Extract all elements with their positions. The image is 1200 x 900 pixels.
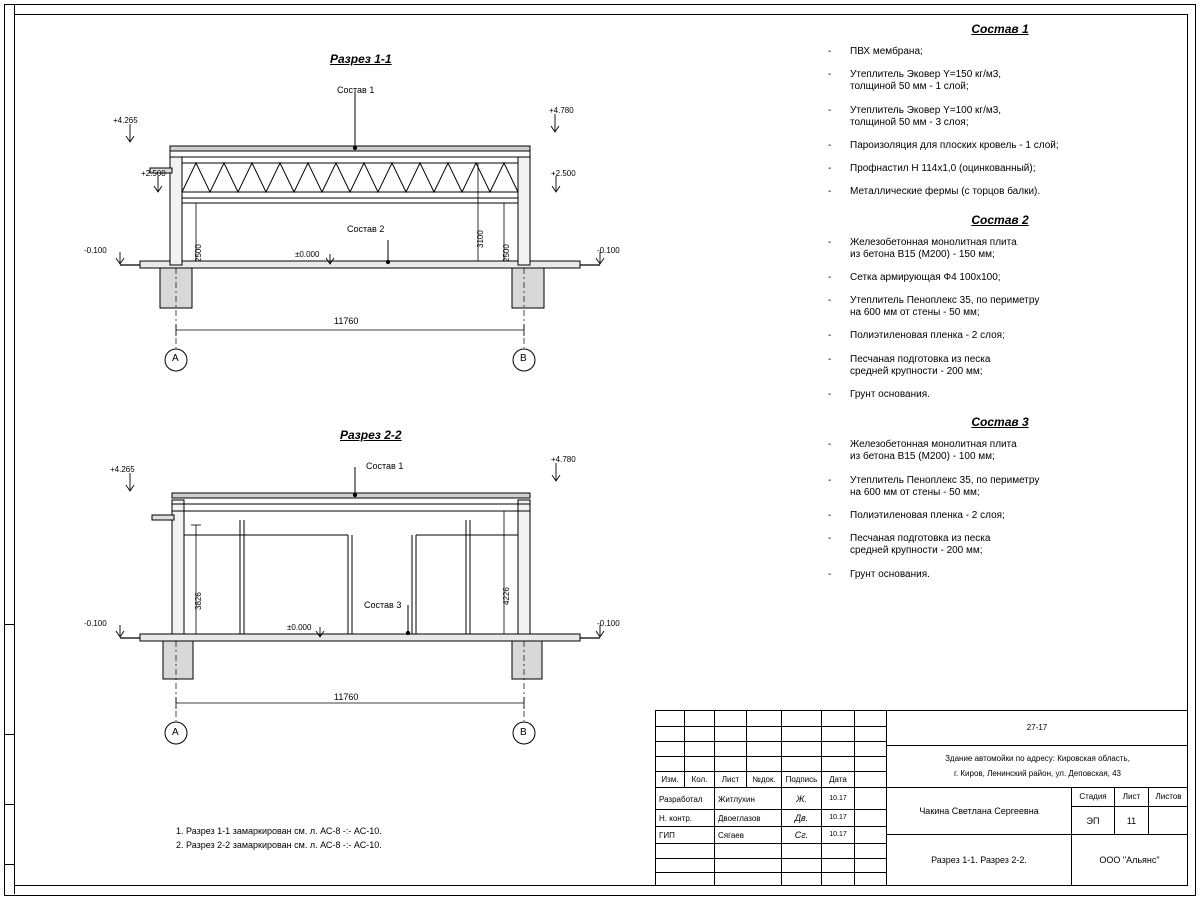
stage-value: ЭП [1072,806,1114,835]
spec-item-line: толщиной 50 мм - 1 слой; [850,81,969,93]
spec-item-line: средней крупности - 200 мм; [850,365,983,377]
spec-item-line: средней крупности - 200 мм; [850,545,983,557]
level-zero-s1: ±0.000 [295,250,320,259]
spec-item [820,389,1180,401]
spec-item-line: Сетка армирующая Ф4 100х100; [850,271,1001,283]
section-1-1-callout-sostav2: Состав 2 [347,224,385,234]
spec-item [820,295,1180,319]
spec-item [820,510,1180,522]
dim-left-vert-s1: 2500 [194,244,203,262]
section-1-1-title: Разрез 1-1 [330,52,392,66]
role-row-razrabotal [656,787,886,809]
sheet-label: Лист [1114,788,1148,806]
project-code: 27-17 [886,711,1187,745]
role-row-nkontr [656,809,886,826]
role-date: 10.17 [821,827,854,844]
col-podpis: Подпись [781,772,821,788]
spec-item [820,140,1180,152]
spec-item-line: ПВХ мембрана; [850,46,923,57]
role-name: Житлухин [714,788,781,810]
spec-item [820,533,1180,557]
note-line-1: 1. Разрез 1-1 замаркирован см. л. АС-8 -:- АС-10. [176,826,382,836]
bullet-dash: - [828,271,832,283]
bullet-dash: - [828,509,832,521]
spec-item [820,330,1180,342]
level-left-mid-s1: +2.500 [141,169,166,178]
dim-right-vert-s2: 4226 [502,587,511,605]
role-signature: Сг. [781,827,821,844]
object-line-1: Здание автомойки по адресу: Кировская область, [945,753,1130,763]
role-signature: Дв. [781,810,821,827]
level-zero-s2: ±0.000 [287,623,312,632]
level-left-top-s2: +4.265 [110,465,135,474]
spec-title-3: Состав 3 [971,415,1029,430]
chief-name: Чакина Светлана Сергеевна [886,787,1071,834]
role-name: Двоеглазов [714,810,781,827]
section-2-2-callout-sostav1: Состав 1 [366,461,404,471]
spec-item [820,237,1180,261]
role-label: Разработал [659,794,703,804]
bullet-dash: - [828,568,832,580]
spec-item-line: Песчаная подготовка из песка [850,353,991,365]
col-izm: Изм. [661,775,679,785]
revision-empty-rows [656,843,886,885]
spec-item [820,69,1180,93]
level-right-top-s1: +4.780 [549,106,574,115]
bullet-dash: - [828,104,832,116]
level-right-mid-s1: +2.500 [551,169,576,178]
spec-item-line: Утеплитель Эковер Y=150 кг/м3, [850,69,1002,81]
role-name: Сягаев [714,827,781,844]
spec-title-1: Состав 1 [971,22,1029,36]
level-right-ground-s1: -0.100 [597,246,620,255]
section-2-2-title: Разрез 2-2 [340,428,402,442]
spec-item [820,439,1180,463]
spec-item-line: Пароизоляция для плоских кровель - 1 слой; [850,139,1059,151]
role-label: ГИП [659,831,675,840]
sheets-value [1148,806,1188,835]
level-right-top-s2: +4.780 [551,455,576,464]
section-1-1-drawing [0,30,800,430]
dim-right-vert-s1: 2500 [502,244,511,262]
role-row-gip [656,826,886,843]
level-right-ground-s2: -0.100 [597,619,620,628]
section-2-2-callout-sostav3: Состав 3 [364,600,402,610]
col-ndok: №док. [746,772,781,788]
role-date: 10.17 [821,788,854,810]
spec-item [820,569,1180,581]
bullet-dash: - [828,186,832,198]
spec-item-line: Утеплитель Пеноплекс 35, по периметру [850,295,1040,307]
spec-item-line: Грунт основания. [850,389,930,400]
spec-list-1 [820,46,1180,199]
level-left-ground-s2: -0.100 [84,619,107,628]
bullet-dash: - [828,236,832,248]
spec-item [820,272,1180,284]
stage-label: Стадия [1079,792,1107,802]
sheet-value: 11 [1114,806,1148,835]
dim-left-vert-s2: 3826 [194,592,203,610]
spec-item [820,354,1180,378]
bullet-dash: - [828,389,832,400]
role-label: Н. контр. [659,814,693,823]
dim-span-s1: 11760 [334,316,359,326]
spec-item [820,186,1180,198]
spec-item-line: Песчаная подготовка из песка [850,533,991,545]
bullet-dash: - [828,46,832,57]
spec-item-line: толщиной 50 мм - 3 слоя; [850,116,969,128]
bullet-dash: - [828,69,832,81]
object-description [886,745,1187,787]
title-block [655,710,1188,886]
section-1-1-callout-sostav1: Состав 1 [337,85,375,95]
bullet-dash: - [828,439,832,451]
bullet-dash: - [828,330,832,342]
dim-span-s2: 11760 [334,692,359,702]
bullet-dash: - [828,533,832,545]
sheets-label: Листов [1148,788,1188,806]
col-list: Лист [714,772,746,788]
spec-list-3 [820,439,1180,581]
spec-list-2 [820,237,1180,402]
spec-item-line: на 600 мм от стены - 50 мм; [850,307,980,319]
spec-item-line: на 600 мм от стены - 50 мм; [850,486,980,498]
spec-item [820,105,1180,129]
bullet-dash: - [828,139,832,151]
object-line-2: г. Киров, Ленинский район, ул. Деповская, 43 [954,768,1121,778]
company-name: ООО "Альянс" [1071,834,1187,885]
spec-item-line: из бетона В15 (М200) - 150 мм; [850,248,995,260]
spec-title-2: Состав 2 [971,212,1029,227]
spec-item [820,163,1180,175]
spec-item-line: Полиэтиленовая пленка - 2 слоя; [850,509,1005,521]
axis-label-a-s2: A [172,727,179,738]
axis-label-b-s2: B [520,727,527,738]
stage-sheet-block [1071,787,1187,834]
level-left-top-s1: +4.265 [113,116,138,125]
spec-item-line: Профнастил Н 114х1,0 (оцинкованный); [850,163,1036,175]
spec-item-line: Утеплитель Эковер Y=100 кг/м3, [850,104,1002,116]
bullet-dash: - [828,295,832,307]
level-left-ground-s1: -0.100 [84,246,107,255]
note-line-2: 2. Разрез 2-2 замаркирован см. л. АС-8 -:- АС-10. [176,840,382,850]
drawing-name: Разрез 1-1. Разрез 2-2. [886,834,1071,885]
bullet-dash: - [828,474,832,486]
spec-item-line: Полиэтиленовая пленка - 2 слоя; [850,330,1005,342]
spec-item-line: Грунт основания. [850,568,930,580]
role-signature: Ж. [781,788,821,810]
col-kol: Кол. [684,772,714,788]
spec-item [820,475,1180,499]
spec-item-line: из бетона В15 (М200) - 100 мм; [850,451,995,463]
revision-grid [656,711,886,771]
role-date: 10.17 [821,810,854,827]
spec-item-line: Железобетонная монолитная плита [850,439,1017,451]
dim-center-vert-s1: 3100 [476,230,485,248]
bullet-dash: - [828,353,832,365]
revision-header-row [656,771,886,787]
axis-label-a-s1: A [172,353,179,364]
bullet-dash: - [828,163,832,175]
spec-item-line: Железобетонная монолитная плита [850,236,1017,248]
spec-item-line: Утеплитель Пеноплекс 35, по периметру [850,474,1040,486]
specification-panel [820,22,1180,592]
spec-item-line: Металлические фермы (с торцов балки). [850,186,1041,198]
axis-label-b-s1: B [520,353,527,364]
col-data: Дата [821,772,854,788]
spec-item [820,46,1180,58]
